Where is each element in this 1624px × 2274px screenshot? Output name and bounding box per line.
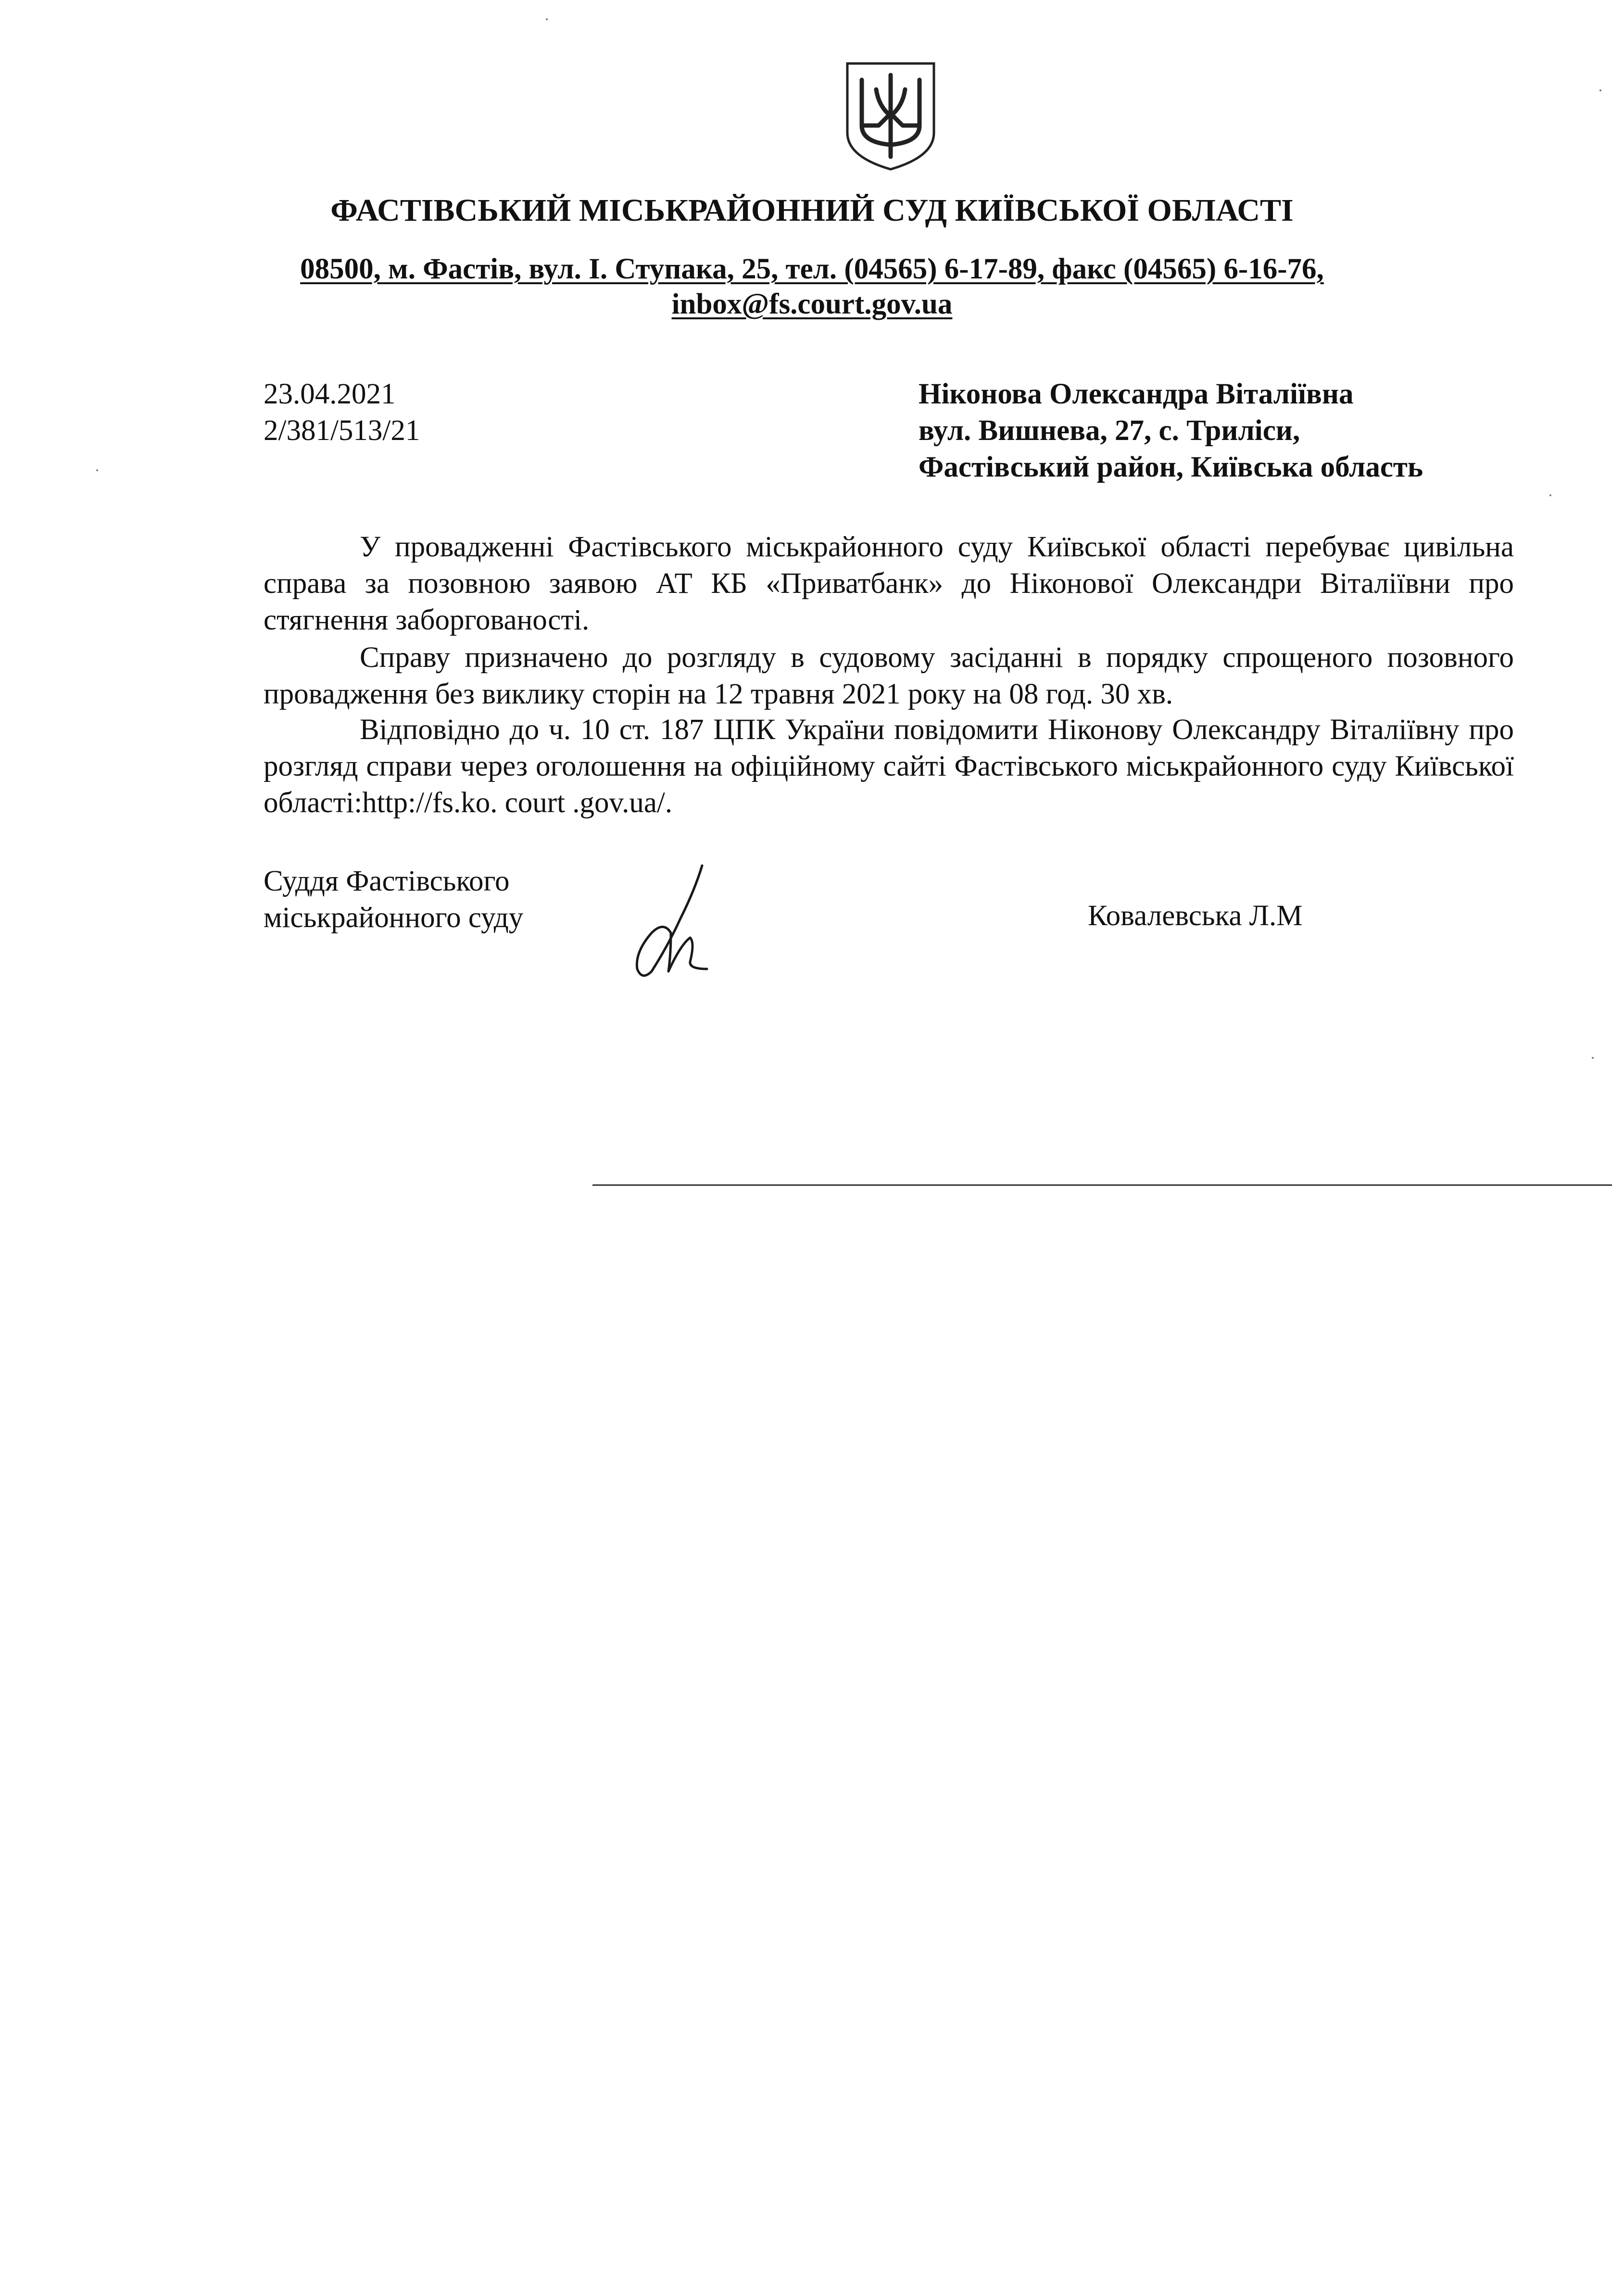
judge-title-line-2: міськрайонного суду xyxy=(264,902,524,934)
scan-speck xyxy=(96,469,98,471)
recipient-name: Ніконова Олександра Віталіївна xyxy=(919,378,1354,410)
document-date: 23.04.2021 xyxy=(264,378,396,410)
body-paragraph-2: Справу призначено до розгляду в судовому засіданні в порядку спрощеного позовного провадження без виклику сторін на 12 травня 2021 року на 08 год. 30 хв. xyxy=(264,641,1514,710)
body-paragraph-1: У провадженні Фастівського міськрайонного суду Київської області перебуває цивільна справа за позовною заявою АТ КБ «Приватбанк» до Ніконової Олександри Віталіївни про стягнення заборгованості. xyxy=(264,531,1514,636)
judge-title-line-1: Суддя Фастівського xyxy=(264,865,510,897)
recipient-region: Фастівський район, Київська область xyxy=(919,451,1423,483)
court-email: inbox@fs.court.gov.ua xyxy=(671,288,953,320)
scan-speck xyxy=(1592,1057,1594,1059)
judge-title xyxy=(264,863,523,936)
signature-icon xyxy=(623,861,719,986)
bottom-divider xyxy=(592,1184,1612,1186)
coat-of-arms-icon xyxy=(843,61,939,172)
document-meta xyxy=(264,376,420,449)
document-reference: 2/381/513/21 xyxy=(264,415,420,447)
court-address: 08500, м. Фастів, вул. І. Ступака, 25, тел. (04565) 6-17-89, факс (04565) 6-16-76, xyxy=(300,253,1324,285)
scan-speck xyxy=(1599,89,1601,91)
scan-speck xyxy=(546,18,548,20)
court-name: ФАСТІВСЬКИЙ МІСЬКРАЙОННИЙ СУД КИЇВСЬКОЇ ОБЛАСТІ xyxy=(330,193,1294,228)
recipient-street: вул. Вишнева, 27, с. Триліси, xyxy=(919,415,1300,447)
scan-speck xyxy=(1549,494,1551,496)
judge-name: Ковалевська Л.М xyxy=(1088,900,1303,932)
body-paragraph-3: Відповідно до ч. 10 ст. 187 ЦПК України повідомити Ніконову Олександру Віталіївну про розгляд справи через оголошення на офіційному сайті Фастівського міськрайонного суду Київської області:http://fs.ko. court .gov.ua/. xyxy=(264,714,1514,819)
recipient-block xyxy=(919,376,1423,486)
